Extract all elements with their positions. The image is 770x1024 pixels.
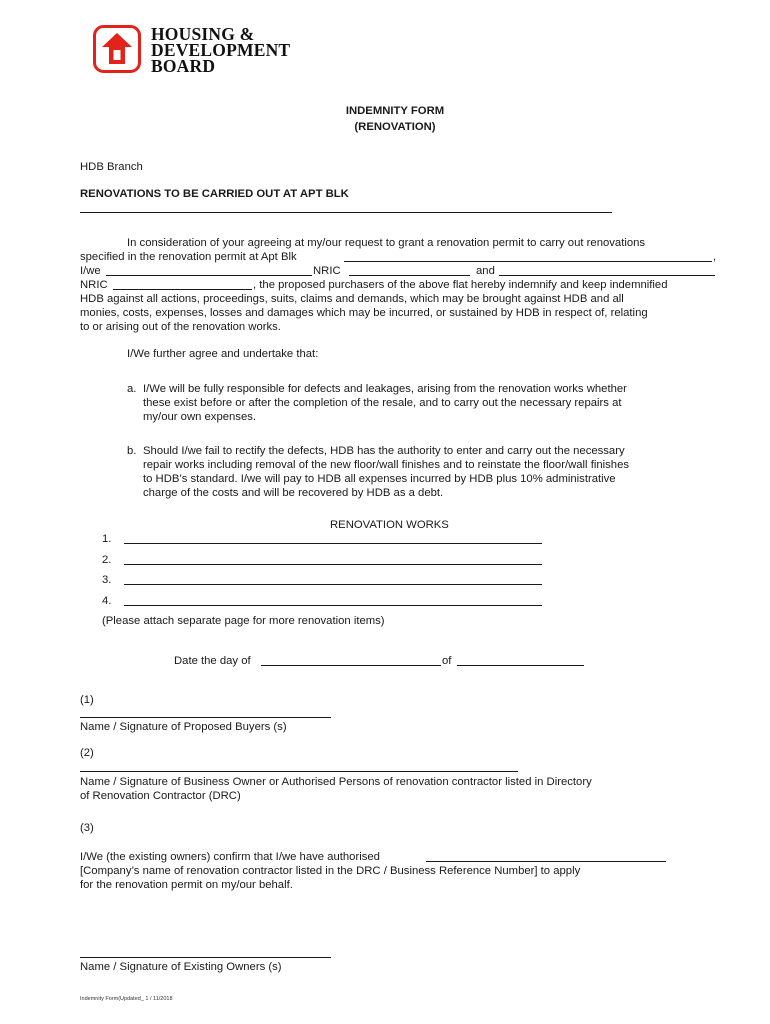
owners-signature-label: Name / Signature of Existing Owners (s)	[80, 961, 282, 973]
attach-note: (Please attach separate page for more renovation items)	[102, 615, 385, 627]
clause-a-marker: a.	[127, 383, 137, 395]
footer-note: Indemnity Form(Updated_ 1 / 11/2018	[80, 996, 173, 1002]
apt-blk-field[interactable]	[344, 261, 712, 262]
logo-line-3: BOARD	[151, 56, 216, 76]
signature-1-line[interactable]	[80, 717, 331, 718]
renovation-works-heading: RENOVATION WORKS	[330, 519, 449, 531]
clause-b-line-4: charge of the costs and will be recovered by HDB as a debt.	[143, 487, 444, 499]
consideration-line-5: HDB against all actions, proceedings, suits, claims and demands, which may be brought against HDB and all	[80, 293, 624, 305]
date-label: Date the day of	[174, 655, 251, 667]
nric-field-2[interactable]	[113, 289, 252, 290]
iwe-name-field[interactable]	[106, 275, 312, 276]
work-item-number-1: 1.	[102, 533, 112, 545]
consideration-line-2: specified in the renovation permit at Apt Blk	[80, 251, 297, 263]
logo-line-1: HOUSING &	[151, 24, 255, 44]
clause-b-marker: b.	[127, 445, 137, 457]
comma: ,	[713, 251, 717, 263]
renovation-heading: RENOVATIONS TO BE CARRIED OUT AT APT BLK	[80, 188, 349, 200]
nric-label: NRIC	[313, 265, 341, 277]
nric-field-1[interactable]	[349, 275, 470, 276]
clause-b-line-2: repair works including removal of the new floor/wall finishes and to reinstate the floor/wall finishes	[143, 459, 630, 471]
authorise-line-3: for the renovation permit on my/our behalf.	[80, 879, 293, 891]
iwe-label: I/we	[80, 265, 101, 277]
work-item-field-4[interactable]	[124, 605, 542, 606]
work-item-field-2[interactable]	[124, 564, 542, 565]
and-label: and	[476, 265, 495, 277]
apt-blk-line[interactable]	[80, 212, 612, 213]
date-month-field[interactable]	[457, 665, 584, 666]
contractor-name-field[interactable]	[426, 861, 666, 862]
signature-2-marker: (2)	[80, 747, 94, 759]
clause-b-line-1: Should I/we fail to rectify the defects, HDB has the authority to enter and carry out the necessary	[143, 445, 625, 457]
consideration-line-1: In consideration of your agreeing at my/our request to grant a renovation permit to carry out renovations	[127, 237, 646, 249]
signature-3-marker: (3)	[80, 822, 94, 834]
work-item-field-1[interactable]	[124, 543, 542, 544]
signature-2-line[interactable]	[80, 771, 518, 772]
form-subtitle: (RENOVATION)	[354, 121, 436, 133]
work-item-number-4: 4.	[102, 595, 112, 607]
consideration-line-4: , the proposed purchasers of the above flat hereby indemnify and keep indemnified	[253, 279, 668, 291]
date-day-field[interactable]	[261, 665, 441, 666]
owners-signature-line[interactable]	[80, 957, 331, 958]
hdb-branch-label: HDB Branch	[80, 161, 143, 173]
clause-a-line-1: I/We will be fully responsible for defects and leakages, arising from the renovation works whether	[143, 383, 627, 395]
hdb-house-icon	[93, 25, 141, 73]
second-name-field[interactable]	[499, 275, 715, 276]
consideration-line-7: to or arising out of the renovation works.	[80, 321, 281, 333]
signature-2-label-line-2: of Renovation Contractor (DRC)	[80, 790, 241, 802]
form-title: INDEMNITY FORM	[345, 105, 445, 117]
work-item-field-3[interactable]	[124, 584, 542, 585]
clause-b-line-3: to HDB’s standard. I/we will pay to HDB all expenses incurred by HDB plus 10% administrative	[143, 473, 616, 485]
clause-a-line-3: my/our own expenses.	[143, 411, 257, 423]
signature-1-label: Name / Signature of Proposed Buyers (s)	[80, 721, 287, 733]
signature-1-marker: (1)	[80, 694, 94, 706]
signature-2-label-line-1: Name / Signature of Business Owner or Authorised Persons of renovation contractor listed in Directory	[80, 776, 592, 788]
work-item-number-2: 2.	[102, 554, 112, 566]
authorise-line-1: I/We (the existing owners) confirm that I/we have authorised	[80, 851, 380, 863]
date-of-label: of	[442, 655, 452, 667]
logo-wordmark	[151, 26, 290, 74]
nric2-label: NRIC	[80, 279, 108, 291]
work-item-number-3: 3.	[102, 574, 112, 586]
agree-text: I/We further agree and undertake that:	[127, 348, 319, 360]
consideration-line-6: monies, costs, expenses, losses and damages which may be incurred, or sustained by HDB in respect of, relating	[80, 307, 648, 319]
clause-a-line-2: these exist before or after the completion of the resale, and to carry out the necessary repairs at	[143, 397, 622, 409]
hdb-logo	[93, 24, 313, 76]
logo-line-2: DEVELOPMENT	[151, 40, 291, 60]
authorise-line-2: [Company’s name of renovation contractor listed in the DRC / Business Reference Number] to apply	[80, 865, 581, 877]
